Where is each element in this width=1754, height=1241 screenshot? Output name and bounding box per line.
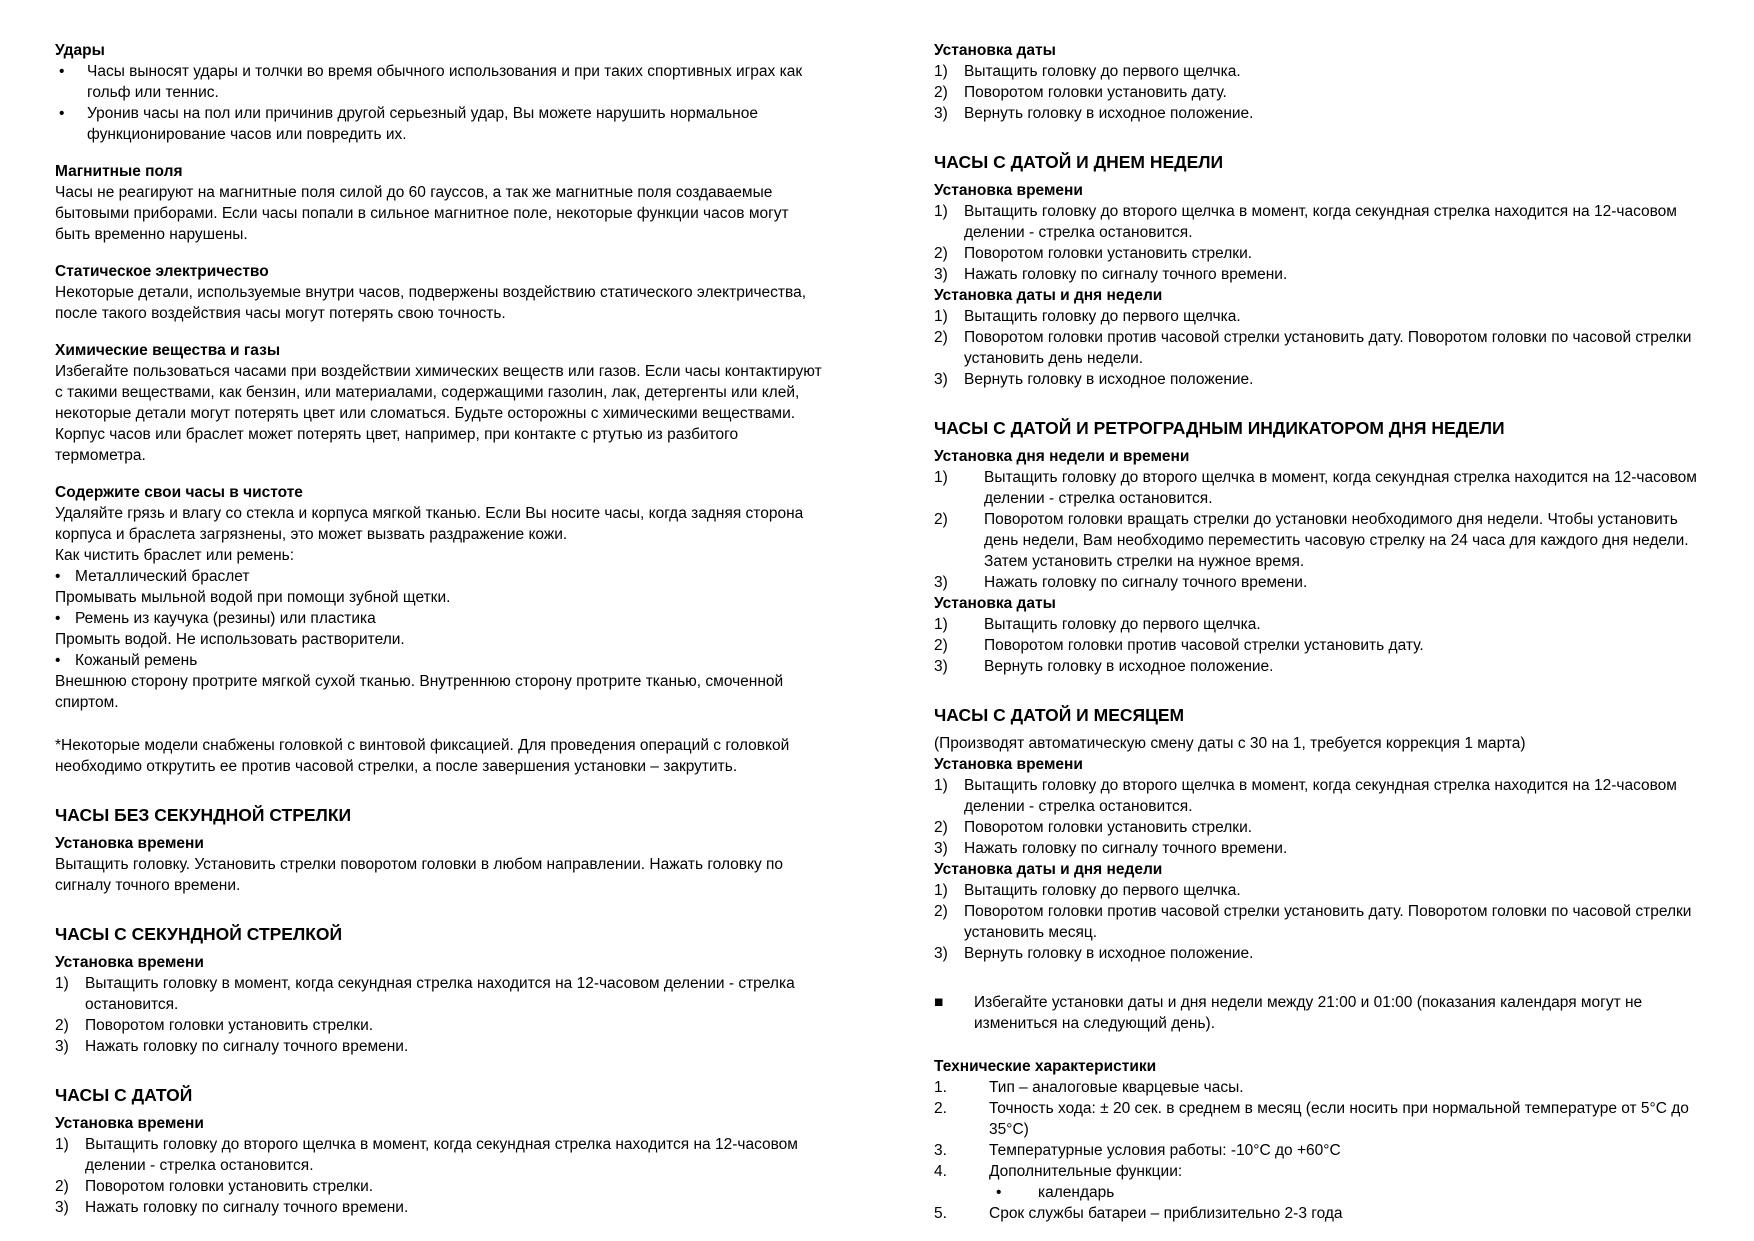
item-number: 1) xyxy=(934,616,948,633)
item-number: 2) xyxy=(934,903,948,920)
numbered-item xyxy=(934,1077,1716,1098)
item-text: Поворотом головки против часовой стрелки установить дату. Поворотом головки по часовой стрелки установить день недели. xyxy=(964,329,1692,367)
numbered-item xyxy=(934,1161,1716,1182)
item-number: 5. xyxy=(934,1205,947,1222)
numbered-item xyxy=(934,817,1716,838)
numbered-item xyxy=(934,103,1716,124)
item-text: Поворотом головки установить стрелки. xyxy=(964,245,1253,262)
numbered-item xyxy=(934,775,1716,817)
item-number: 3) xyxy=(934,105,948,122)
numbered-item xyxy=(55,1176,823,1197)
bullet-icon: • xyxy=(59,63,65,80)
date-day-setting-title: Установка даты и дня недели xyxy=(934,861,1163,878)
item-number: 3) xyxy=(934,371,948,388)
numbered-item xyxy=(934,943,1716,964)
numbered-item xyxy=(934,656,1716,677)
bullet-icon: • xyxy=(996,1184,1002,1201)
bullet-icon: • xyxy=(59,105,65,122)
item-number: 3) xyxy=(934,840,948,857)
section-second-hand-title: ЧАСЫ С СЕКУНДНОЙ СТРЕЛКОЙ xyxy=(55,924,343,944)
numbered-item xyxy=(934,1140,1716,1161)
section-retrograde xyxy=(934,416,1716,677)
numbered-item xyxy=(55,1134,823,1176)
section-shocks-title: Удары xyxy=(55,42,105,59)
specs-title: Технические характеристики xyxy=(934,1058,1157,1075)
section-no-second-hand xyxy=(55,803,823,896)
clean-item-text: Внешнюю сторону протрите мягкой сухой тканью. Внутреннюю сторону протрите тканью, смоченной спиртом. xyxy=(55,673,784,711)
numbered-item xyxy=(934,243,1716,264)
section-static-text: Некоторые детали, используемые внутри часов, подвержены воздействию статического электричества, после такого воздействия часы могут потерять свою точность. xyxy=(55,284,807,322)
item-text: Срок службы батареи – приблизительно 2-3 года xyxy=(989,1205,1343,1222)
item-number: 3) xyxy=(55,1038,69,1055)
screw-crown-note xyxy=(55,735,823,777)
clean-item-label-text: Металлический браслет xyxy=(75,568,250,585)
time-setting-title: Установка времени xyxy=(55,954,204,971)
numbered-item xyxy=(55,1015,823,1036)
specs-sub-item xyxy=(992,1182,1716,1203)
list-item-text: Уронив часы на пол или причинив другой серьезный удар, Вы можете нарушить нормальное функционирование часов или повредить их. xyxy=(87,105,758,143)
clean-item-label-text: Кожаный ремень xyxy=(75,652,198,669)
numbered-item xyxy=(934,201,1716,243)
bullet-icon: • xyxy=(55,568,61,585)
item-number: 2) xyxy=(934,84,948,101)
item-text: Нажать головку по сигналу точного времени. xyxy=(964,266,1288,283)
section-specs xyxy=(934,1056,1716,1224)
item-text: Поворотом головки установить дату. xyxy=(964,84,1227,101)
section-second-hand xyxy=(55,922,823,1057)
item-text: Вытащить головку до второго щелчка в момент, когда секундная стрелка находится на 12-часовом делении - стрелка остановится. xyxy=(85,1136,798,1174)
item-number: 3. xyxy=(934,1142,947,1159)
item-number: 3) xyxy=(934,266,948,283)
list-item-text: Часы выносят удары и толчки во время обычного использования и при таких спортивных играх как гольф или теннис. xyxy=(87,63,803,101)
numbered-item xyxy=(934,635,1716,656)
item-number: 1) xyxy=(934,308,948,325)
numbered-item xyxy=(934,82,1716,103)
date-day-setting-title: Установка даты и дня недели xyxy=(934,287,1163,304)
numbered-item xyxy=(934,264,1716,285)
item-text: Вытащить головку до первого щелчка. xyxy=(964,882,1241,899)
section-magnetic xyxy=(55,161,823,245)
section-date-month xyxy=(934,703,1716,964)
time-setting-title: Установка времени xyxy=(55,1115,204,1132)
clean-item-text: Промыть водой. Не использовать растворители. xyxy=(55,631,405,648)
clean-item-label xyxy=(55,566,823,587)
section-shocks xyxy=(55,40,823,145)
time-setting-title: Установка времени xyxy=(934,182,1083,199)
item-number: 1) xyxy=(934,882,948,899)
item-number: 2) xyxy=(55,1178,69,1195)
section-cleanliness-title: Содержите свои часы в чистоте xyxy=(55,484,303,501)
numbered-item xyxy=(934,61,1716,82)
item-text: Поворотом головки против часовой стрелки установить дату. Поворотом головки по часовой стрелки установить месяц. xyxy=(964,903,1692,941)
section-chemicals-text: Избегайте пользоваться часами при воздействии химических веществ или газов. Если часы контактируют с такими веществами, как бензин, или материалами, содержащими газолин, лак, детергенты или клей, некоторые детали могут потерять цвет или сломаться. Будьте осторожны с химическими веществами. Корпус часов или браслет может потерять цвет, например, при контакте с ртутью из разбитого термометра. xyxy=(55,363,822,464)
list-item xyxy=(55,103,823,145)
item-text: Дополнительные функции: xyxy=(989,1163,1183,1180)
item-text: Вытащить головку до первого щелчка. xyxy=(984,616,1261,633)
item-text: Вытащить головку до второго щелчка в момент, когда секундная стрелка находится на 12-часовом делении - стрелка остановится. xyxy=(964,777,1677,815)
item-number: 2) xyxy=(934,329,948,346)
numbered-item xyxy=(55,1036,823,1057)
specs-sub-item-text: календарь xyxy=(1038,1184,1115,1201)
item-text: Поворотом головки вращать стрелки до установки необходимого дня недели. Чтобы установить день недели, Вам необходимо переместить часовую стрелку на 24 часа для каждого дня недели. Затем установить стрелки на нужное время. xyxy=(984,511,1689,570)
item-text: Нажать головку по сигналу точного времени. xyxy=(984,574,1308,591)
item-text: Нажать головку по сигналу точного времени. xyxy=(85,1199,409,1216)
item-number: 3) xyxy=(934,658,948,675)
numbered-item xyxy=(934,572,1716,593)
item-number: 3) xyxy=(55,1199,69,1216)
item-text: Тип – аналоговые кварцевые часы. xyxy=(989,1079,1244,1096)
date-month-note: (Производят автоматическую смену даты с 30 на 1, требуется коррекция 1 марта) xyxy=(934,735,1526,752)
item-number: 2. xyxy=(934,1100,947,1117)
section-date-month-title: ЧАСЫ С ДАТОЙ И МЕСЯЦЕМ xyxy=(934,705,1185,725)
section-cleanliness-howto: Как чистить браслет или ремень: xyxy=(55,547,295,564)
item-number: 4. xyxy=(934,1163,947,1180)
section-static-title: Статическое электричество xyxy=(55,263,269,280)
numbered-item xyxy=(934,369,1716,390)
numbered-item xyxy=(934,306,1716,327)
item-number: 2) xyxy=(934,245,948,262)
list-item xyxy=(55,61,823,103)
item-text: Вытащить головку до первого щелчка. xyxy=(964,63,1241,80)
numbered-item xyxy=(934,880,1716,901)
item-text: Нажать головку по сигналу точного времени. xyxy=(85,1038,409,1055)
item-text: Нажать головку по сигналу точного времени. xyxy=(964,840,1288,857)
item-text: Вытащить головку до второго щелчка в момент, когда секундная стрелка находится на 12-часовом делении - стрелка остановится. xyxy=(984,469,1697,507)
left-column xyxy=(55,40,823,1218)
item-number: 1) xyxy=(55,975,69,992)
item-text: Вытащить головку в момент, когда секундная стрелка находится на 12-часовом делении - стрелка остановится. xyxy=(85,975,795,1013)
item-number: 3) xyxy=(934,574,948,591)
section-no-second-hand-title: ЧАСЫ БЕЗ СЕКУНДНОЙ СТРЕЛКИ xyxy=(55,805,352,825)
item-number: 1) xyxy=(934,469,948,486)
item-text: Вытащить головку до второго щелчка в момент, когда секундная стрелка находится на 12-часовом делении - стрелка остановится. xyxy=(964,203,1677,241)
item-text: Вернуть головку в исходное положение. xyxy=(964,105,1254,122)
item-text: Вернуть головку в исходное положение. xyxy=(964,945,1254,962)
date-setting-title: Установка даты xyxy=(934,595,1056,612)
warning-item xyxy=(934,992,1716,1034)
item-text: Вернуть головку в исходное положение. xyxy=(984,658,1274,675)
item-number: 2) xyxy=(934,637,948,654)
square-bullet-icon: ■ xyxy=(934,994,944,1011)
section-retrograde-title: ЧАСЫ С ДАТОЙ И РЕТРОГРАДНЫМ ИНДИКАТОРОМ ДНЯ НЕДЕЛИ xyxy=(934,418,1505,438)
clean-item-text: Промывать мыльной водой при помощи зубной щетки. xyxy=(55,589,451,606)
calendar-warning xyxy=(934,992,1716,1034)
item-text: Поворотом головки против часовой стрелки установить дату. xyxy=(984,637,1424,654)
item-number: 1) xyxy=(934,777,948,794)
clean-item-label xyxy=(55,608,823,629)
screw-crown-note-text: *Некоторые модели снабжены головкой с винтовой фиксацией. Для проведения операций с головкой необходимо открутить ее против часовой стрелки, а после завершения установки – закрутить. xyxy=(55,737,790,775)
item-number: 3) xyxy=(934,945,948,962)
right-column xyxy=(934,40,1716,1224)
clean-item-label xyxy=(55,650,823,671)
clean-item-label-text: Ремень из каучука (резины) или пластика xyxy=(75,610,376,627)
item-text: Вытащить головку до первого щелчка. xyxy=(964,308,1241,325)
bullet-icon: • xyxy=(55,610,61,627)
numbered-item xyxy=(55,1197,823,1218)
time-setting-title: Установка времени xyxy=(934,756,1083,773)
item-text: Поворотом головки установить стрелки. xyxy=(964,819,1253,836)
warning-text: Избегайте установки даты и дня недели между 21:00 и 01:00 (показания календаря могут не измениться на следующий день). xyxy=(974,994,1643,1032)
numbered-item xyxy=(55,973,823,1015)
item-number: 2) xyxy=(934,819,948,836)
item-number: 2) xyxy=(55,1017,69,1034)
item-number: 1) xyxy=(55,1136,69,1153)
item-text: Точность хода: ± 20 сек. в среднем в месяц (если носить при нормальной температуре от 5°С до 35°С) xyxy=(989,1100,1689,1138)
item-text: Поворотом головки установить стрелки. xyxy=(85,1178,374,1195)
numbered-item xyxy=(934,614,1716,635)
section-magnetic-title: Магнитные поля xyxy=(55,163,183,180)
section-date-day xyxy=(934,150,1716,390)
day-time-setting-title: Установка дня недели и времени xyxy=(934,448,1190,465)
numbered-item xyxy=(934,1098,1716,1140)
section-cleanliness xyxy=(55,482,823,713)
bullet-icon: • xyxy=(55,652,61,669)
numbered-item xyxy=(934,509,1716,572)
section-magnetic-text: Часы не реагируют на магнитные поля силой до 60 гауссов, а так же магнитные поля создаваемые бытовыми приборами. Если часы попали в сильное магнитное поле, некоторые функции часов могут быть временно нарушены. xyxy=(55,184,789,243)
item-number: 1) xyxy=(934,63,948,80)
section-chemicals xyxy=(55,340,823,466)
item-number: 2) xyxy=(934,511,948,528)
item-text: Температурные условия работы: -10°С до +60°С xyxy=(989,1142,1341,1159)
section-cleanliness-intro: Удаляйте грязь и влагу со стекла и корпуса мягкой тканью. Если Вы носите часы, когда задняя сторона корпуса и браслета загрязнены, это может вызвать раздражение кожи. xyxy=(55,505,804,543)
section-chemicals-title: Химические вещества и газы xyxy=(55,342,281,359)
time-setting-title: Установка времени xyxy=(55,835,204,852)
section-date-day-title: ЧАСЫ С ДАТОЙ И ДНЕМ НЕДЕЛИ xyxy=(934,152,1224,172)
item-text: Вернуть головку в исходное положение. xyxy=(964,371,1254,388)
section-date-setting xyxy=(934,40,1716,124)
time-setting-text: Вытащить головку. Установить стрелки поворотом головки в любом направлении. Нажать головку по сигналу точного времени. xyxy=(55,856,784,894)
section-static xyxy=(55,261,823,324)
item-number: 1) xyxy=(934,203,948,220)
section-with-date xyxy=(55,1083,823,1218)
numbered-item xyxy=(934,467,1716,509)
numbered-item xyxy=(934,901,1716,943)
item-number: 1. xyxy=(934,1079,947,1096)
date-setting-title: Установка даты xyxy=(934,42,1056,59)
item-text: Поворотом головки установить стрелки. xyxy=(85,1017,374,1034)
numbered-item xyxy=(934,1203,1716,1224)
numbered-item xyxy=(934,838,1716,859)
numbered-item xyxy=(934,327,1716,369)
section-with-date-title: ЧАСЫ С ДАТОЙ xyxy=(55,1085,193,1105)
